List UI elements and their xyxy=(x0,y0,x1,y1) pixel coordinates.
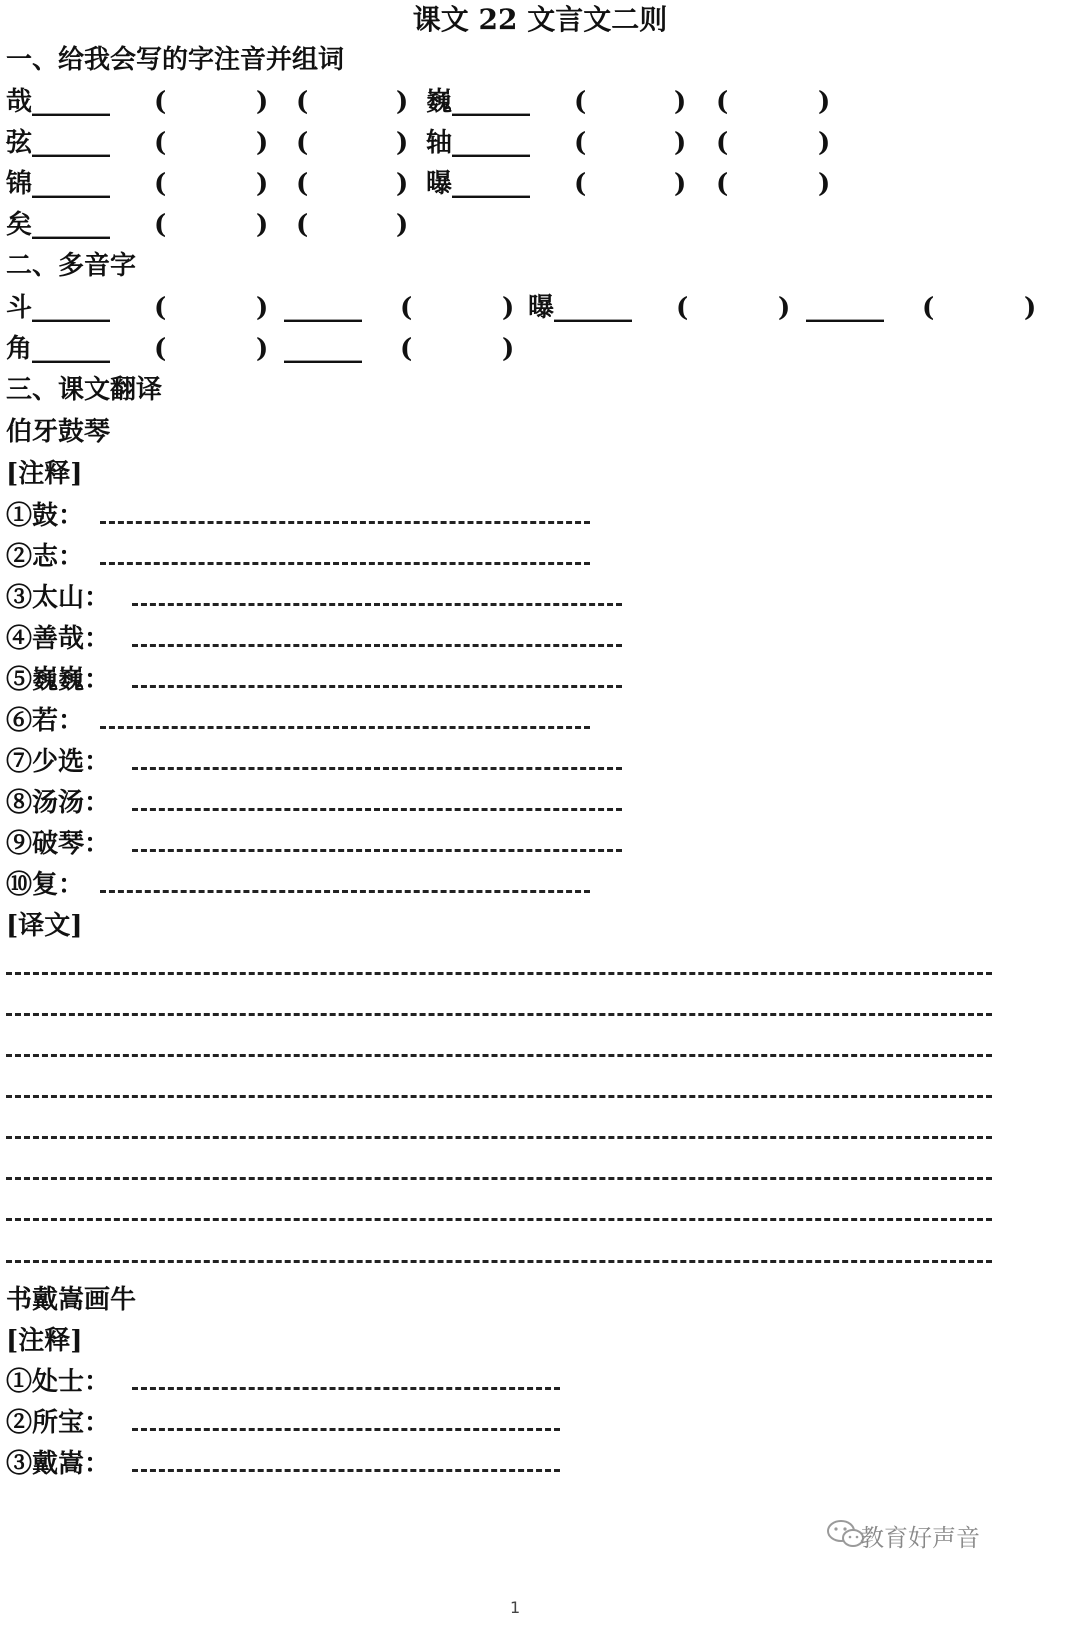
note-item: ⑩复： xyxy=(6,870,85,900)
translation-line[interactable] xyxy=(6,1054,992,1057)
answer-blank[interactable] xyxy=(100,562,590,565)
answer-blank[interactable] xyxy=(100,726,590,729)
note-item: ①处士： xyxy=(6,1367,111,1397)
paren-close: ) xyxy=(1024,293,1037,323)
char-blank: 锦______ xyxy=(6,169,111,199)
answer-blank[interactable] xyxy=(132,1387,560,1390)
note-item: ⑨破琴： xyxy=(6,829,111,859)
paren-open: ( xyxy=(574,169,587,199)
char-blank: 曝______ xyxy=(426,169,531,199)
paren-open: ( xyxy=(716,87,729,117)
paren-close: ) xyxy=(818,87,831,117)
paren-open: ( xyxy=(922,293,935,323)
char-blank: 弦______ xyxy=(6,128,111,158)
blank: ______ xyxy=(284,334,362,364)
section2-row xyxy=(6,331,1066,367)
note-item: ③戴嵩： xyxy=(6,1449,111,1479)
paren-close: ) xyxy=(396,169,409,199)
paren-open: ( xyxy=(296,169,309,199)
paren-open: ( xyxy=(716,169,729,199)
translation-line[interactable] xyxy=(6,1177,992,1180)
text2-notes-label: [注释] xyxy=(6,1326,83,1356)
section2-row xyxy=(6,290,1072,326)
note-item: ③太山： xyxy=(6,583,111,613)
section1-row xyxy=(6,166,1066,202)
blank: ______ xyxy=(806,293,884,323)
paren-close: ) xyxy=(396,210,409,240)
paren-close: ) xyxy=(256,128,269,158)
char-blank: 矣______ xyxy=(6,210,111,240)
page-number: 1 xyxy=(510,1598,521,1617)
paren-close: ) xyxy=(674,169,687,199)
answer-blank[interactable] xyxy=(100,521,590,524)
paren-close: ) xyxy=(256,210,269,240)
paren-open: ( xyxy=(400,293,413,323)
text2-title: 书戴嵩画牛 xyxy=(6,1285,137,1315)
answer-blank[interactable] xyxy=(132,849,622,852)
translation-label: [译文] xyxy=(6,911,83,941)
translation-line[interactable] xyxy=(6,972,992,975)
paren-open: ( xyxy=(154,87,167,117)
note-item: ④善哉： xyxy=(6,624,111,654)
paren-close: ) xyxy=(502,293,515,323)
paren-close: ) xyxy=(256,334,269,364)
paren-open: ( xyxy=(154,210,167,240)
section1-row xyxy=(6,207,1066,243)
paren-close: ) xyxy=(256,87,269,117)
translation-line[interactable] xyxy=(6,1095,992,1098)
answer-blank[interactable] xyxy=(132,808,622,811)
text1-title: 伯牙鼓琴 xyxy=(6,417,111,447)
answer-blank[interactable] xyxy=(132,644,622,647)
answer-blank[interactable] xyxy=(132,685,622,688)
paren-open: ( xyxy=(154,128,167,158)
answer-blank[interactable] xyxy=(132,1428,560,1431)
char-blank: 曝______ xyxy=(528,293,633,323)
paren-close: ) xyxy=(818,128,831,158)
note-item: ⑤巍巍： xyxy=(6,665,111,695)
paren-close: ) xyxy=(818,169,831,199)
paren-open: ( xyxy=(296,210,309,240)
translation-line[interactable] xyxy=(6,1218,992,1221)
paren-open: ( xyxy=(400,334,413,364)
paren-open: ( xyxy=(296,128,309,158)
translation-line[interactable] xyxy=(6,1013,992,1016)
paren-open: ( xyxy=(154,334,167,364)
paren-close: ) xyxy=(674,87,687,117)
paren-open: ( xyxy=(676,293,689,323)
paren-open: ( xyxy=(716,128,729,158)
section2-heading: 二、多音字 xyxy=(6,251,137,281)
note-item: ①鼓： xyxy=(6,501,85,531)
page-title: 课文 22 文言文二则 xyxy=(412,3,668,36)
section1-row xyxy=(6,125,1066,161)
paren-open: ( xyxy=(154,293,167,323)
answer-blank[interactable] xyxy=(132,1469,560,1472)
note-item: ⑦少选： xyxy=(6,747,111,777)
paren-open: ( xyxy=(574,87,587,117)
translation-line[interactable] xyxy=(6,1260,992,1263)
paren-close: ) xyxy=(674,128,687,158)
paren-open: ( xyxy=(574,128,587,158)
char-blank: 斗______ xyxy=(6,293,111,323)
note-item: ②所宝： xyxy=(6,1408,111,1438)
char-blank: 哉______ xyxy=(6,87,111,117)
paren-close: ) xyxy=(396,87,409,117)
blank: ______ xyxy=(284,293,362,323)
watermark-text: 教育好声音 xyxy=(860,1524,980,1552)
answer-blank[interactable] xyxy=(132,767,622,770)
section1-heading: 一、给我会写的字注音并组词 xyxy=(6,45,345,75)
section1-row xyxy=(6,84,1066,120)
paren-close: ) xyxy=(502,334,515,364)
paren-open: ( xyxy=(296,87,309,117)
paren-close: ) xyxy=(778,293,791,323)
paren-close: ) xyxy=(256,169,269,199)
char-blank: 巍______ xyxy=(426,87,531,117)
paren-open: ( xyxy=(154,169,167,199)
section3-heading: 三、课文翻译 xyxy=(6,375,163,405)
note-item: ②志： xyxy=(6,542,85,572)
char-blank: 角______ xyxy=(6,334,111,364)
char-blank: 轴______ xyxy=(426,128,531,158)
paren-close: ) xyxy=(396,128,409,158)
answer-blank[interactable] xyxy=(100,890,590,893)
note-item: ⑧汤汤： xyxy=(6,788,111,818)
note-item: ⑥若： xyxy=(6,706,85,736)
answer-blank[interactable] xyxy=(132,603,622,606)
paren-close: ) xyxy=(256,293,269,323)
translation-line[interactable] xyxy=(6,1136,992,1139)
text1-notes-label: [注释] xyxy=(6,459,83,489)
